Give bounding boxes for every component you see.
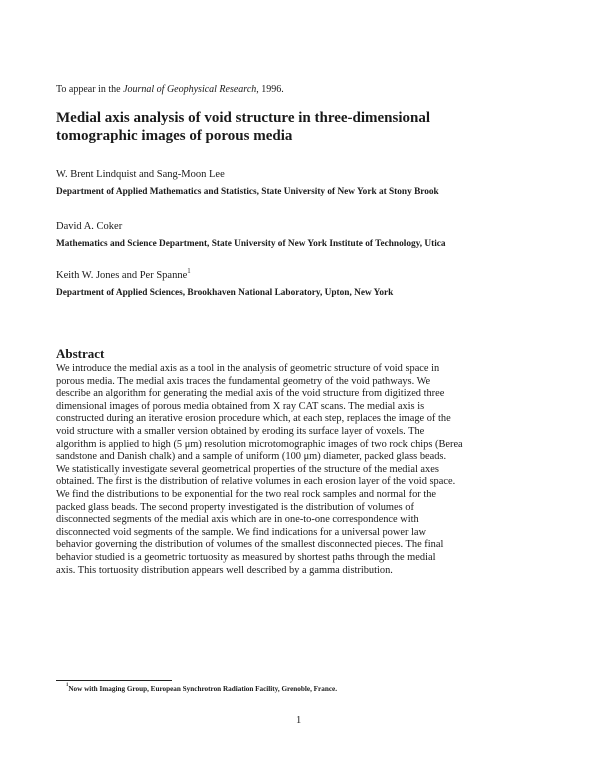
abstract-line: We find the distributions to be exponential for the two real rock samples and normal for the [56,488,437,500]
publication-note [56,84,284,95]
page-number: 1 [296,715,302,726]
author-affiliation-3: Department of Applied Sciences, Brookhaven National Laboratory, Upton, New York [56,288,394,298]
author-names-1: W. Brent Lindquist and Sang-Moon Lee [56,169,225,180]
footnote-divider [56,680,172,681]
abstract-line: behavior governing the distribution of volumes of the smallest disconnected pieces. The final [56,539,444,551]
appear-prefix: To appear in the [56,84,121,95]
abstract-line: disconnected segments of the medial axis which are in one-to-one correspondence with [56,514,419,526]
abstract-line: disconnected void segments of the sample. We find indications for a universal power law [56,526,427,538]
footnote-number: 1 [66,683,69,688]
author-affiliation-2: Mathematics and Science Department, State University of New York Institute of Technology, Utica [56,239,446,249]
abstract-line: We introduce the medial axis as a tool in the analysis of geometric structure of void space in [56,363,440,374]
abstract-line: obtained. The first is the distribution of relative volumes in each erosion layer of the void space. [56,476,456,488]
journal-name: Journal of Geophysical Research [123,84,257,95]
abstract-line: We statistically investigate several geometrical properties of the structure of the medial axes [56,463,439,475]
abstract-line: behavior studied is a geometric tortuosity as measured by shortest paths through the medial [56,551,436,563]
abstract-line: dimensional images of porous media obtained from X ray CAT scans. The medial axis is [56,400,425,412]
footnote-text: Now with Imaging Group, European Synchrotron Radiation Facility, Grenoble, France. [68,685,338,693]
footnote [66,685,337,693]
author-names-3 [56,270,191,281]
author-names-2: David A. Coker [56,221,123,232]
abstract-heading: Abstract [56,346,105,361]
author-names-3-text: Keith W. Jones and Per Spanne [56,270,188,281]
footnote-marker: 1 [187,268,191,275]
title-line-1: Medial axis analysis of void structure in three-dimensional [56,110,431,126]
title-line-2: tomographic images of porous media [56,128,293,144]
appear-suffix: , 1996. [256,84,284,95]
abstract-line: constructed during an iterative erosion procedure which, at each step, replaces the image of the [56,413,451,425]
abstract-line: axis. This tortuosity distribution appears well described by a gamma distribution. [56,564,393,576]
abstract-line: porous media. The medial axis traces the fundamental geometry of the void pathways. We [56,375,431,387]
abstract-body [56,363,550,577]
author-affiliation-1: Department of Applied Mathematics and Statistics, State University of New York at Stony Brook [56,187,439,197]
paper-title [56,109,536,145]
abstract-line: packed glass beads. The second property investigated is the distribution of volumes of [56,501,414,513]
abstract-line: sandstone and Danish chalk) and a sample of uniform (100 μm) diameter, packed glass beads. [56,451,447,463]
abstract-line: algorithm is applied to high (5 μm) resolution microtomographic images of two rock chips (Berea [56,438,463,450]
abstract-line: describe an algorithm for generating the medial axis of the void structure from digitized three [56,388,445,400]
abstract-line: void structure with a smaller version obtained by eroding its surface layer of voxels. The [56,425,425,437]
